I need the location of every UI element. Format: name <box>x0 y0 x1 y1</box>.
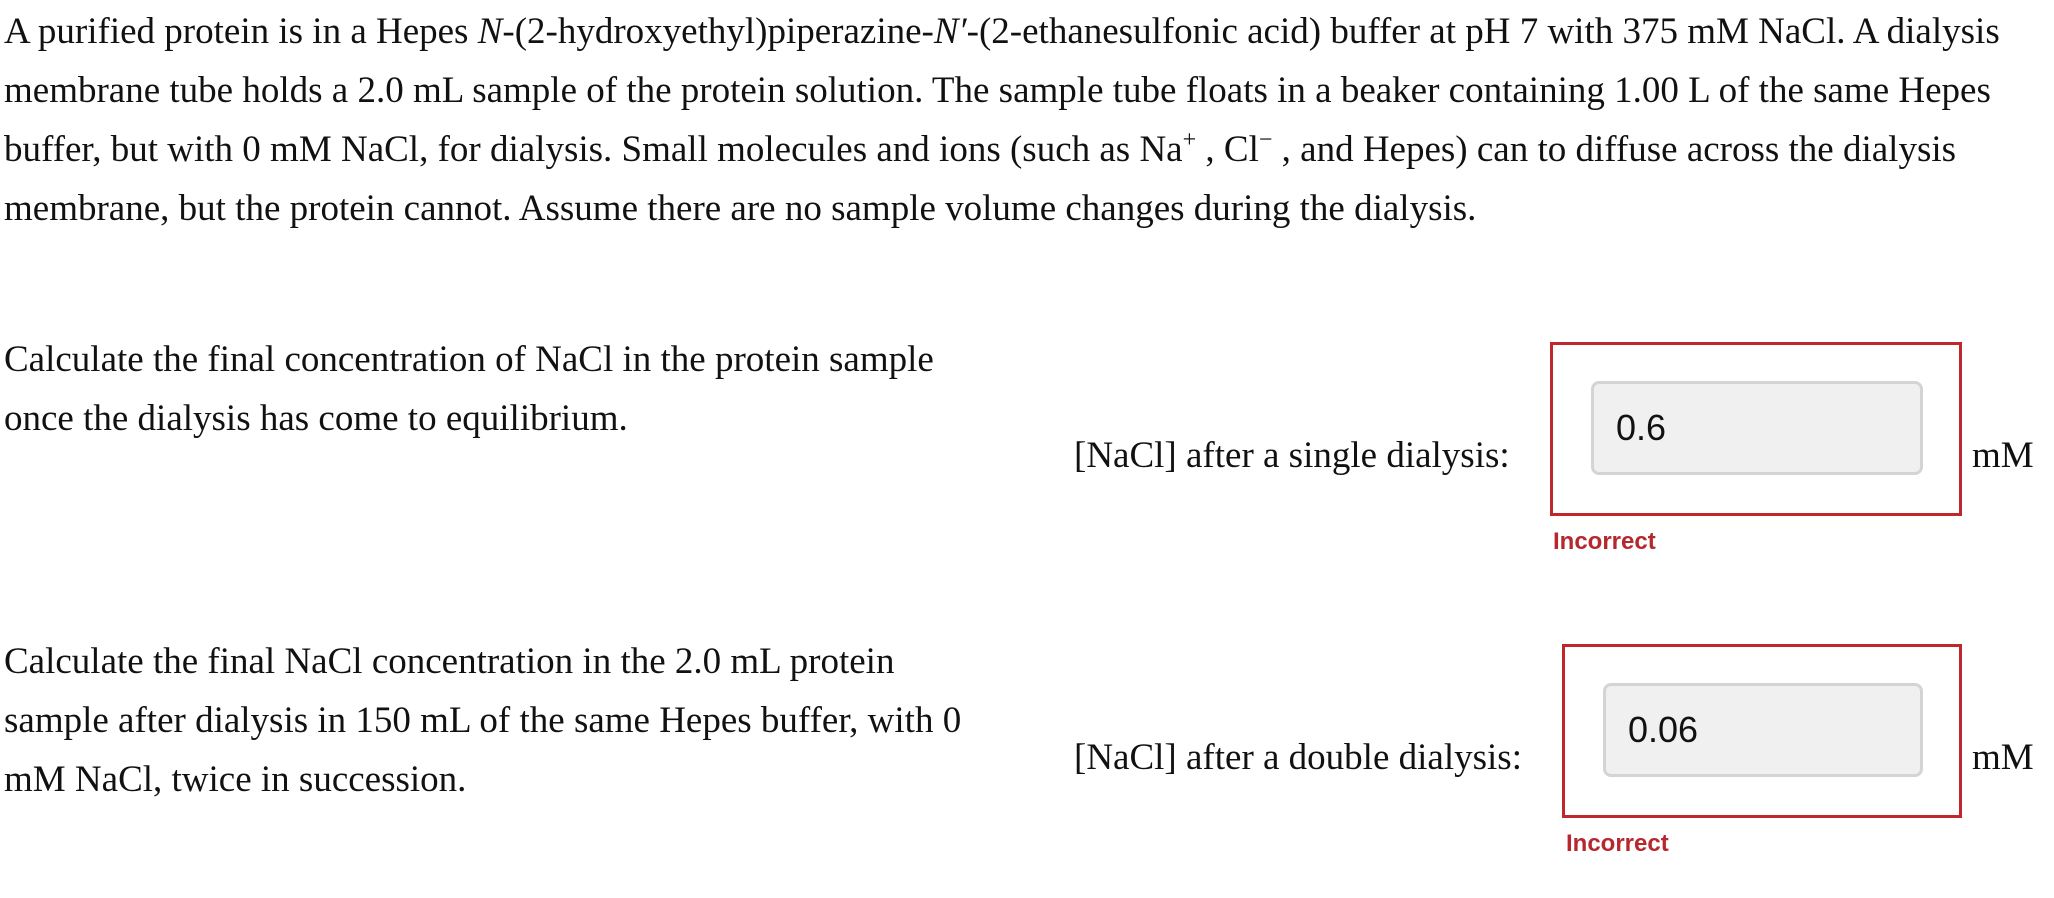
answer-2-container <box>1562 644 1962 818</box>
intro-text-3: -(2-ethanesulfonic acid) buffer at pH 7 with 375 mM NaCl. A dialysis membrane tube holds a 2.0 mL sample of the protein solution. The sample tube floats in a beaker containing 1.00 L of the same Hepes buffer, but with 0 mM NaCl, for dialysis. Small molecules and ions (such as Na <box>4 11 2000 170</box>
answer-1-container <box>1550 342 1962 516</box>
answer-2-unit: mM <box>1972 737 2034 778</box>
chloride-charge: − <box>1258 127 1273 153</box>
answer-1-feedback: Incorrect <box>1553 528 1656 555</box>
answer-2-feedback: Incorrect <box>1566 830 1669 857</box>
answer-1-unit: mM <box>1972 435 2034 476</box>
intro-text-5: , and Hepes) can to diffuse across the dialysis membrane, but the protein cannot. Assume there are no sample volume changes during the dialysis. <box>4 129 1957 229</box>
intro-italic-n1: N <box>477 11 503 52</box>
question-2-prompt: Calculate the final NaCl concentration in the 2.0 mL protein sample after dialysis in 150 mL of the same Hepes buffer, with 0 mM NaCl, twice in succession. <box>4 641 962 800</box>
intro-text-2: -(2-hydroxyethyl)piperazine- <box>502 11 934 52</box>
answer-2-input[interactable] <box>1603 683 1923 777</box>
question-1-prompt: Calculate the final concentration of NaCl in the protein sample once the dialysis has come to equilibrium. <box>4 339 934 439</box>
answer-2-label: [NaCl] after a double dialysis: <box>1074 737 1522 778</box>
answer-1-label: [NaCl] after a single dialysis: <box>1074 435 1510 476</box>
intro-italic-n2: N′ <box>933 11 967 52</box>
problem-statement <box>4 2 2044 238</box>
answer-1-input[interactable] <box>1591 381 1923 475</box>
intro-text-1: A purified protein is in a Hepes <box>4 11 478 52</box>
intro-text-4: , Cl <box>1196 129 1259 170</box>
sodium-charge: + <box>1182 127 1197 153</box>
